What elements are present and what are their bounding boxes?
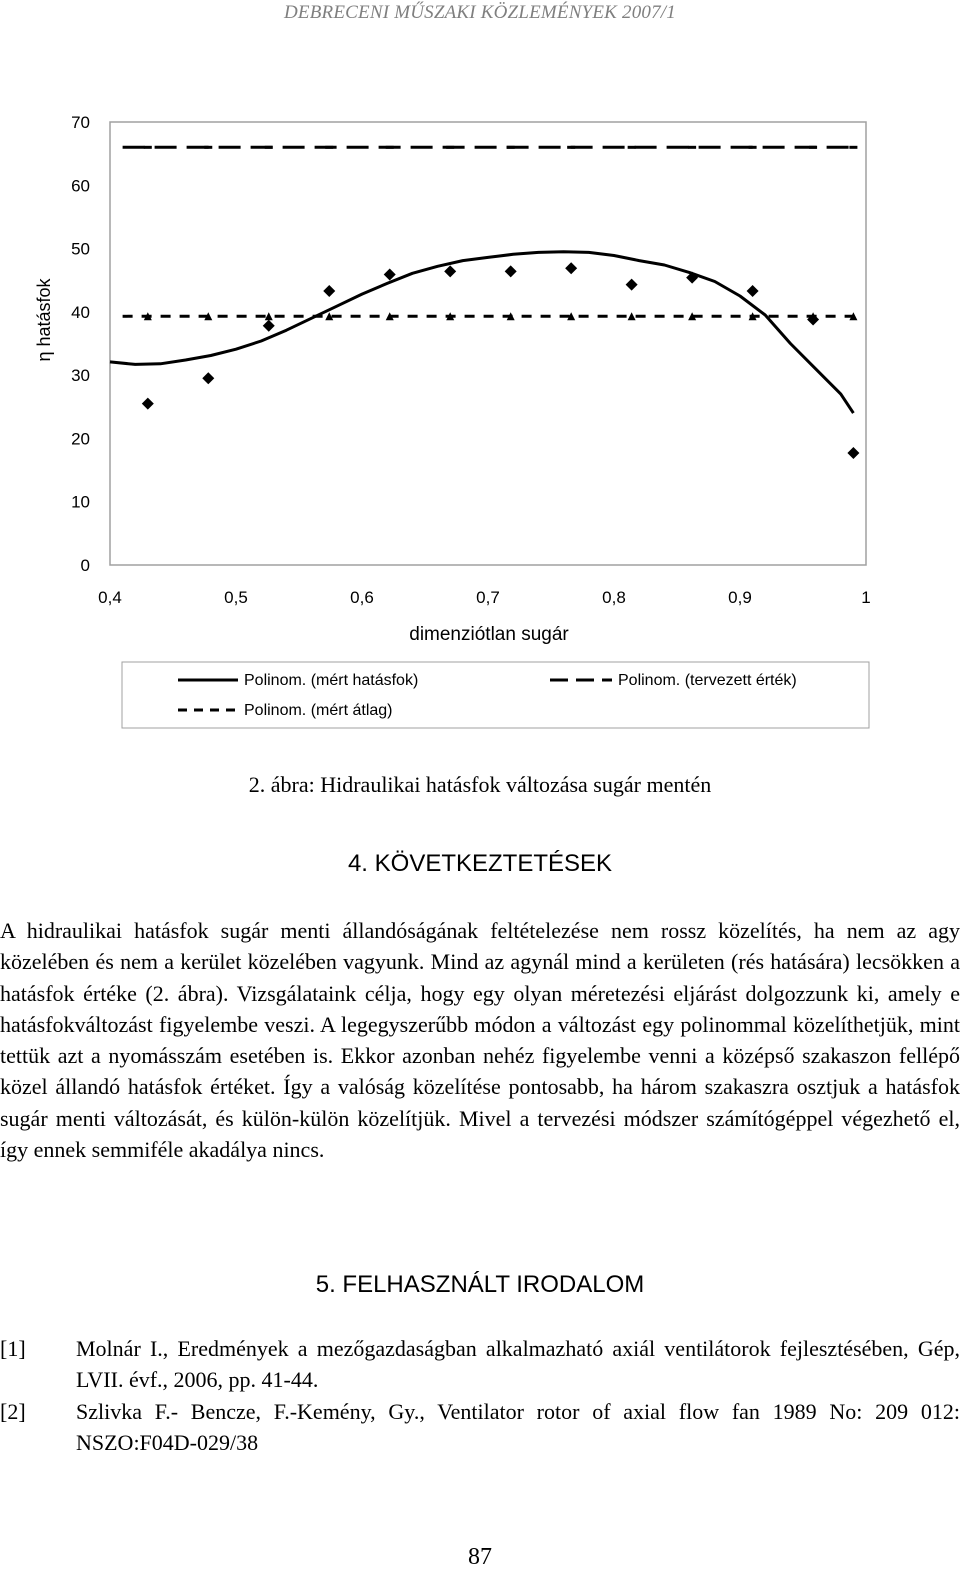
page-number: 87	[468, 1544, 492, 1570]
measured-point	[565, 262, 577, 274]
reference-number: [2]	[0, 1398, 26, 1424]
x-tick-label: 0,7	[476, 588, 500, 607]
measured-point	[202, 372, 214, 384]
plot-border	[110, 122, 866, 565]
planned-point	[265, 146, 273, 149]
legend	[122, 662, 869, 728]
reference-item	[0, 1333, 960, 1396]
x-tick-label: 1	[861, 588, 871, 607]
legend-label-measured: Polinom. (mért hatásfok)	[244, 672, 419, 689]
x-tick-label: 0,9	[728, 588, 752, 607]
section-5-heading: 5. FELHASZNÁLT IRODALOM	[315, 1271, 645, 1298]
planned-point	[144, 146, 152, 149]
planned-point	[809, 146, 817, 149]
measured-point	[444, 265, 456, 277]
data-markers	[142, 146, 860, 459]
planned-point	[446, 146, 454, 149]
planned-point	[749, 146, 757, 149]
measured-point	[847, 447, 859, 459]
y-axis-ticks	[71, 113, 90, 575]
y-tick-label: 40	[71, 302, 90, 322]
series-line-0	[110, 252, 853, 413]
y-axis-label: η hatásfok	[34, 278, 54, 362]
y-tick-label: 60	[71, 176, 90, 196]
reference-text: Molnár I., Eredmények a mezőgazdaságban alkalmazható axiál ventilátorok fejlesztésében, Gép, LVII. évf., 2006, pp. 41-44.	[76, 1336, 960, 1393]
measured-point	[384, 269, 396, 281]
legend-label-planned: Polinom. (tervezett érték)	[618, 672, 797, 689]
planned-point	[507, 146, 515, 149]
conclusions-paragraph: A hidraulikai hatásfok sugár menti állandóságának feltételezése nem rossz közelítés, ha nem az agy közelében és nem a kerület közelében vagyunk. Mind az agynál mind a kerületen (rés hatására) lecsökken a hatásfok értéke (2. ábra). Vizsgálataink célja, hogy egy olyan méretezési eljárást dolgozzunk ki, amely e hatásfokváltozást figyelembe veszi. A legegyszerűbb módon a változást egy polinommal közelíthetjük, mint tettük azt a nyomásszám esetében is. Ekkor azonban nehéz figyelembe venni a középső szakaszon fellépő közel állandó hatásfok értéket. Így a valóság közelítése pontosabb, ha három szakaszra osztjuk a hatásfok sugár menti változását, és külön-külön közelítjük. Mivel a tervezési módszer számítógéppel végezhető el, így ennek semmiféle akadálya nincs.	[0, 918, 960, 1163]
planned-point	[325, 146, 333, 149]
running-head: DEBRECENI MŰSZAKI KÖZLEMÉNYEK 2007/1	[284, 2, 676, 23]
measured-point	[142, 398, 154, 410]
measured-point	[626, 279, 638, 291]
planned-point	[849, 146, 857, 149]
reference-text: Szlivka F.- Bencze, F.-Kemény, Gy., Ventilator rotor of axial flow fan 1989 No: 209 012: NSZO:F04D-029/38	[76, 1398, 960, 1455]
y-tick-label: 10	[71, 492, 90, 512]
average-point	[628, 312, 636, 320]
measured-point	[747, 285, 759, 297]
series-lines	[110, 147, 853, 413]
measured-point	[505, 265, 517, 277]
x-axis-label: dimenziótlan sugár	[409, 624, 569, 645]
y-tick-label: 50	[71, 239, 90, 259]
figure-caption: 2. ábra: Hidraulikai hatásfok változása sugár mentén	[248, 772, 712, 797]
x-tick-label: 0,8	[602, 588, 626, 607]
x-axis-ticks	[98, 588, 871, 607]
planned-point	[386, 146, 394, 149]
plot-area	[110, 122, 866, 565]
planned-point	[204, 146, 212, 149]
measured-point	[263, 320, 275, 332]
y-tick-label: 0	[80, 556, 90, 575]
reference-item	[0, 1396, 960, 1459]
measured-point	[323, 285, 335, 297]
legend-label-average: Polinom. (mért átlag)	[244, 702, 393, 719]
x-tick-label: 0,4	[98, 588, 122, 607]
x-tick-label: 0,5	[224, 588, 248, 607]
planned-point	[688, 146, 696, 149]
x-tick-label: 0,6	[350, 588, 374, 607]
average-point	[265, 312, 273, 320]
efficiency-chart	[0, 100, 960, 740]
y-tick-label: 20	[71, 429, 90, 449]
planned-point	[628, 146, 636, 149]
y-tick-label: 70	[71, 113, 90, 132]
reference-number: [1]	[0, 1336, 26, 1361]
planned-point	[567, 146, 575, 149]
section-4-heading: 4. KÖVETKEZTETÉSEK	[347, 850, 613, 877]
y-tick-label: 30	[71, 366, 90, 386]
reference-list	[0, 1333, 960, 1458]
